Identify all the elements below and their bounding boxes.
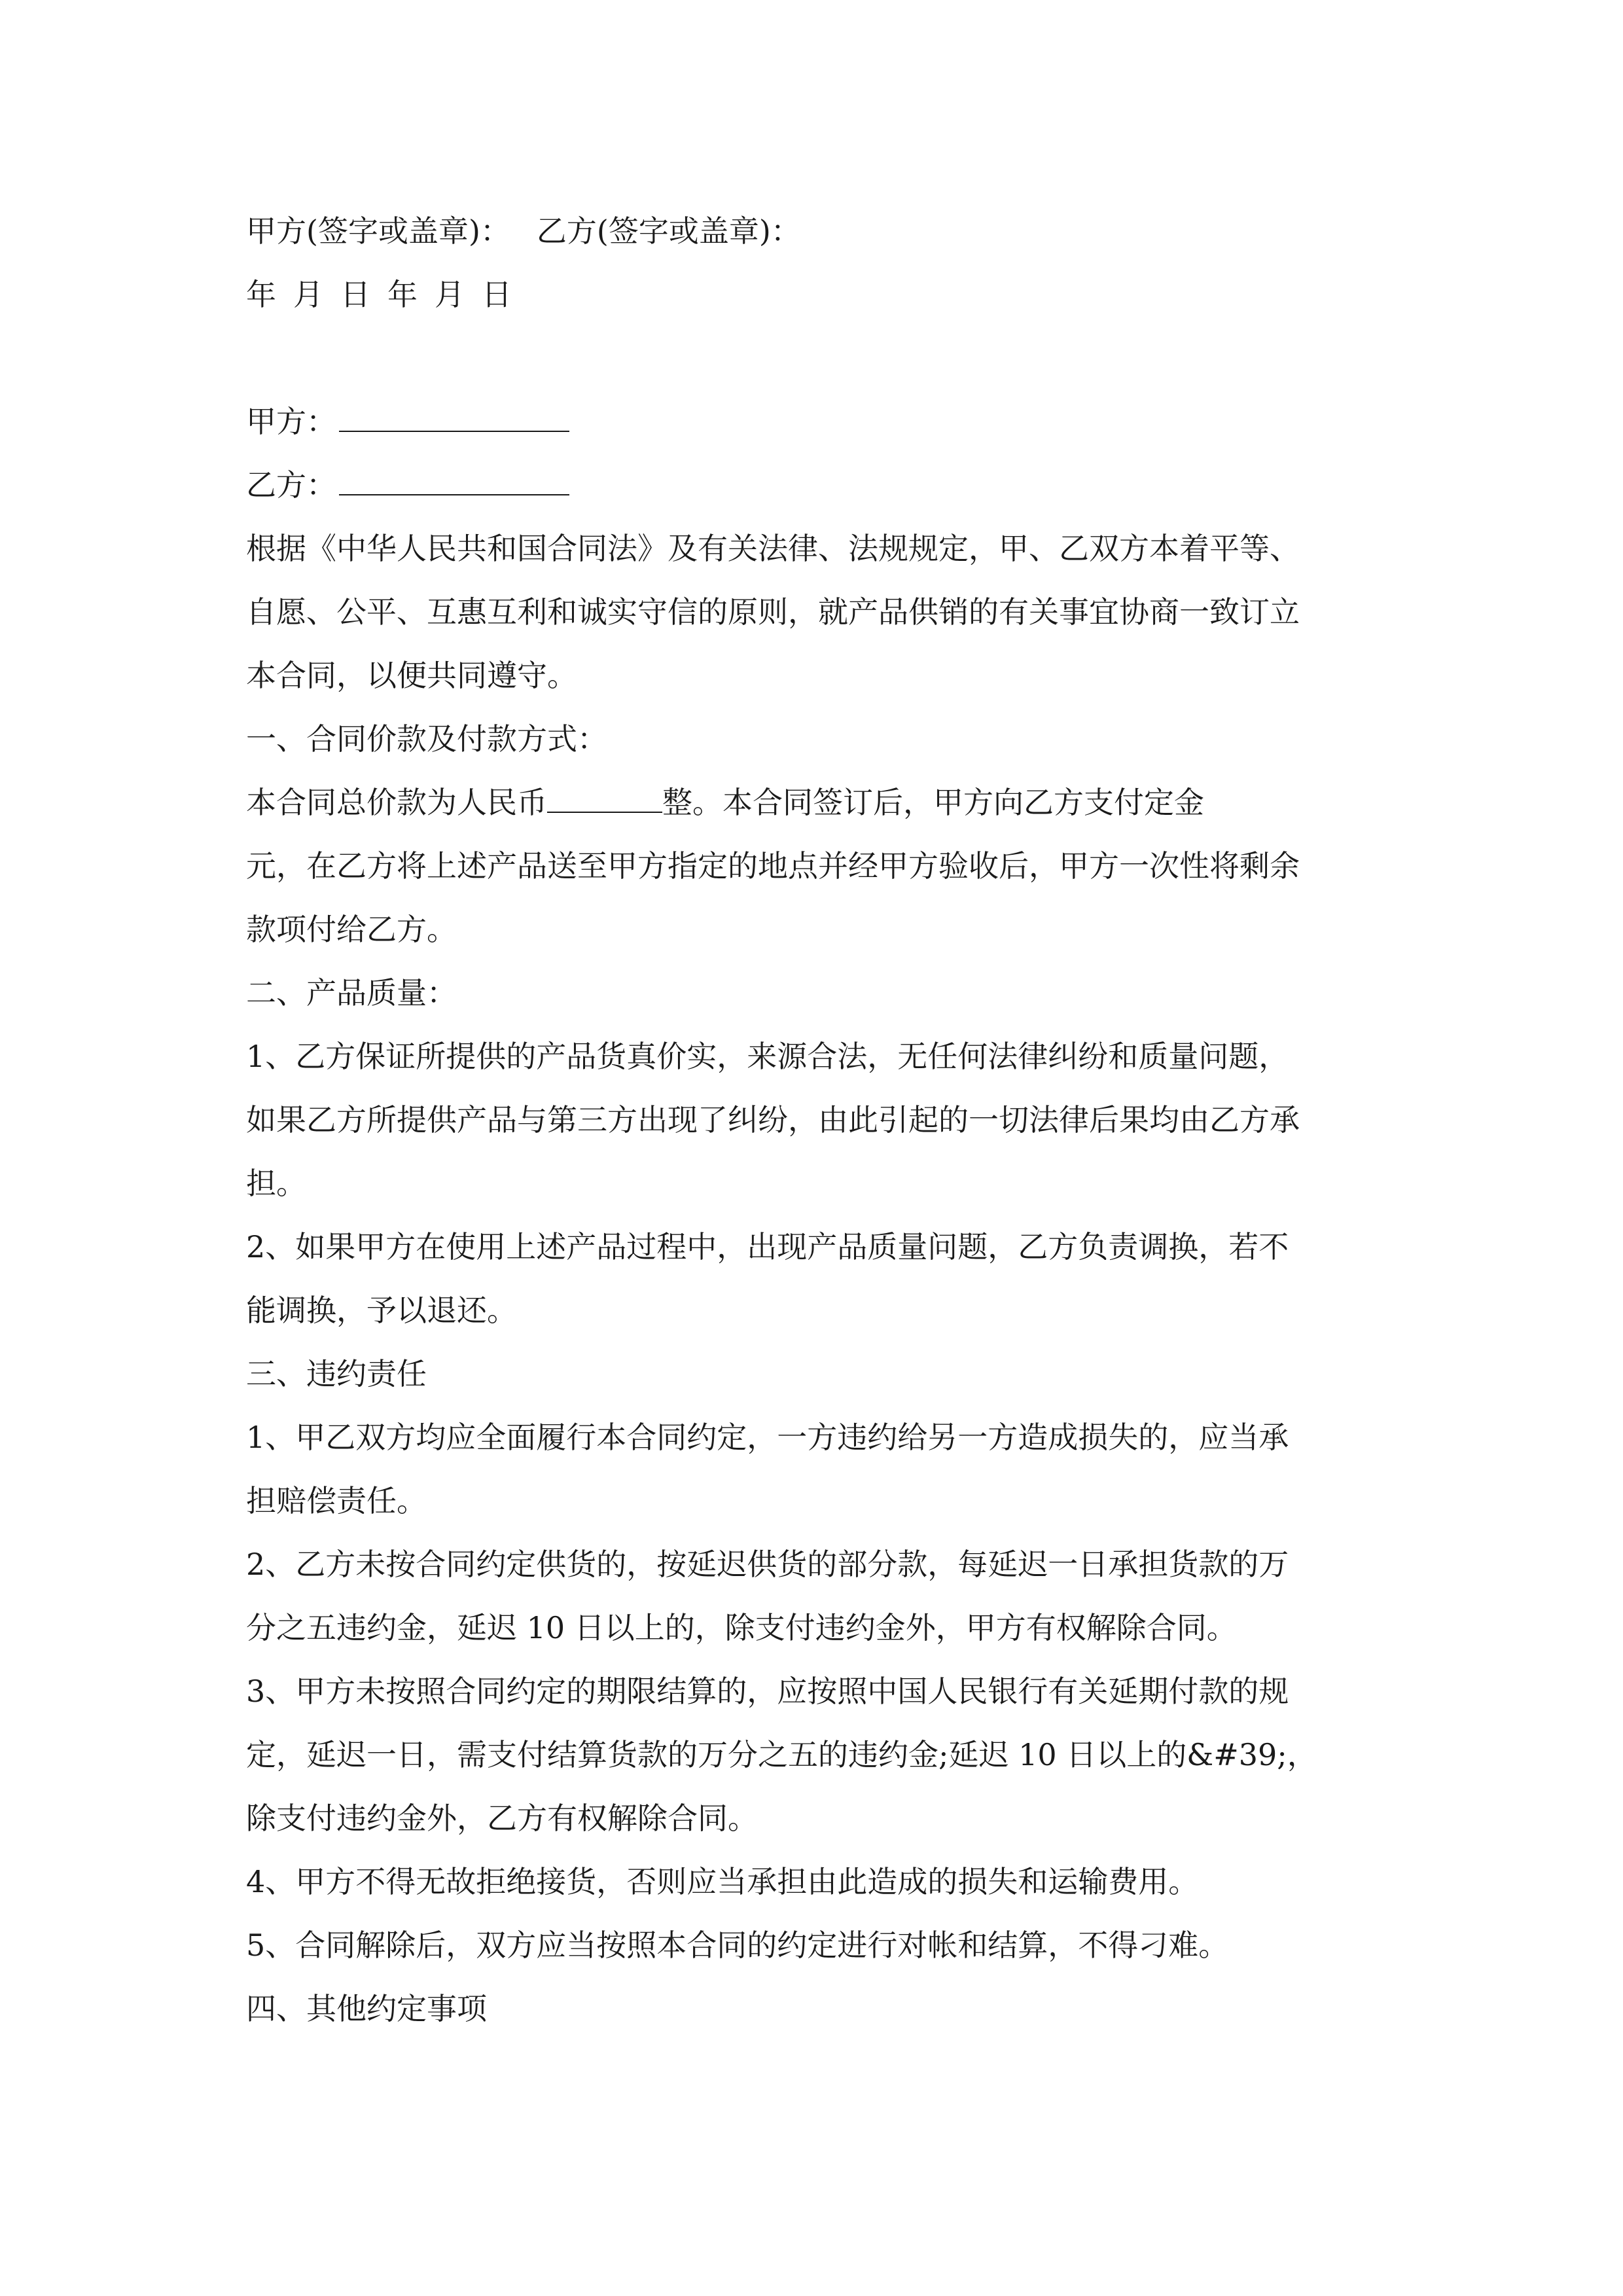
paragraph-line: 担赔偿责任。 [246,1483,427,1518]
party-a-line [246,390,1398,454]
contract-body [246,200,1398,2041]
section-heading: 三、违约责任 [246,1356,427,1391]
date-b-month: 月 [435,277,465,312]
section-heading: 四、其他约定事项 [246,1991,487,2026]
paragraph-line: 能调换，予以退还。 [246,1293,517,1328]
date-a-day: 日 [340,277,370,312]
price-text-after: 整。本合同签订后，甲方向乙方支付定金 [662,785,1204,820]
preamble-line: 自愿、公平、互惠互利和诚实守信的原则，就产品供销的有关事宜协商一致订立 [246,594,1300,630]
paragraph-line: 除支付违约金外，乙方有权解除合同。 [246,1801,758,1836]
paragraph-line: 2、乙方未按合同约定供货的，按延迟供货的部分款，每延迟一日承担货款的万 [246,1547,1289,1582]
party-b-blank [339,468,569,495]
paragraph-line: 分之五违约金，延迟 10 日以上的，除支付违约金外，甲方有权解除合同。 [246,1610,1237,1645]
paragraph-line: 担。 [246,1166,306,1201]
spacer [246,327,1398,390]
paragraph-line: 1、甲乙双方均应全面履行本合同约定，一方违约给另一方造成损失的，应当承 [246,1420,1289,1455]
section-heading: 一、合同价款及付款方式： [246,721,607,757]
party-b-label: 乙方： [246,467,336,503]
paragraph-line: 元，在乙方将上述产品送至甲方指定的地点并经甲方验收后，甲方一次性将剩余 [246,848,1300,884]
party-a-blank [339,404,569,432]
price-line [246,771,1398,834]
paragraph-line: 定，延迟一日，需支付结算货款的万分之五的违约金;延迟 10 日以上的&#39;， [246,1737,1317,1772]
paragraph-line: 4、甲方不得无故拒绝接货，否则应当承担由此造成的损失和运输费用。 [246,1864,1199,1899]
party-b-line [246,454,1398,517]
signature-date-line [246,263,1398,327]
paragraph-line: 如果乙方所提供产品与第三方出现了纠纷，由此引起的一切法律后果均由乙方承 [246,1102,1300,1138]
signature-line [246,200,1398,263]
party-b-signature-label: 乙方(签字或盖章)： [536,213,801,249]
price-text-before: 本合同总价款为人民币 [246,785,547,820]
paragraph-line: 1、乙方保证所提供的产品货真价实，来源合法，无任何法律纠纷和质量问题， [246,1039,1289,1074]
price-amount-blank [547,785,662,813]
paragraph-line: 2、如果甲方在使用上述产品过程中，出现产品质量问题，乙方负责调换，若不 [246,1229,1289,1265]
party-a-label: 甲方： [246,404,336,439]
date-a-month: 月 [293,277,323,312]
party-a-signature-label: 甲方(签字或盖章)： [246,213,510,249]
paragraph-line: 5、合同解除后，双方应当按照本合同的约定进行对帐和结算，不得刁难。 [246,1928,1229,1963]
date-b-day: 日 [482,277,512,312]
preamble-line: 根据《中华人民共和国合同法》及有关法律、法规规定，甲、乙双方本着平等、 [246,531,1300,566]
paragraph-line: 3、甲方未按照合同约定的期限结算的，应按照中国人民银行有关延期付款的规 [246,1674,1289,1709]
date-a-year: 年 [246,277,276,312]
paragraph-line: 款项付给乙方。 [246,912,457,947]
section-heading: 二、产品质量： [246,975,457,1011]
preamble-line: 本合同，以便共同遵守。 [246,658,577,693]
date-b-year: 年 [387,277,418,312]
